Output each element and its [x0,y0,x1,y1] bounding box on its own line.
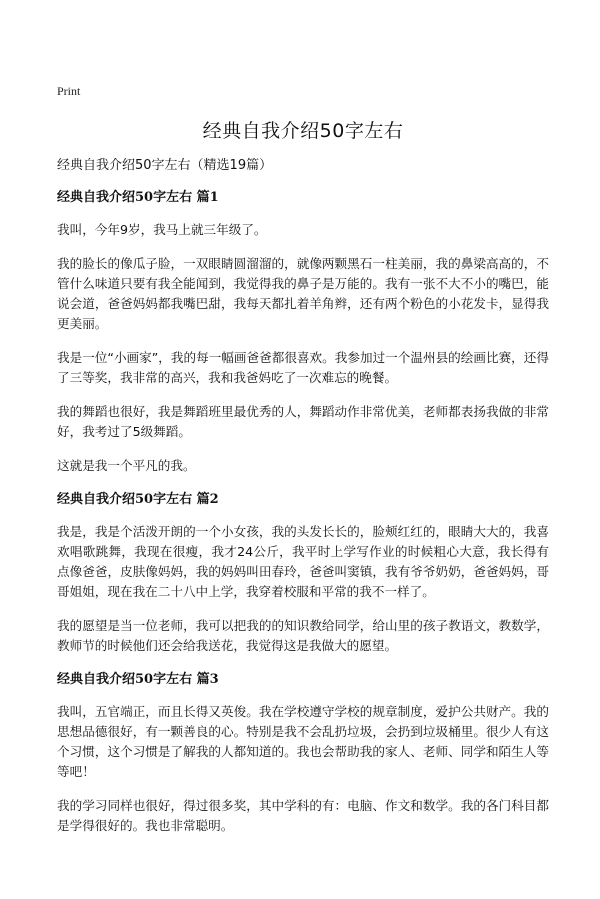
section-heading-2: 经典自我介绍50字左右 篇2 [57,492,219,507]
section-heading-3: 经典自我介绍50字左右 篇3 [57,672,219,687]
document-title: 经典自我介绍50字左右 [202,120,404,142]
document-subtitle: 经典自我介绍50字左右（精选19篇） [57,158,273,173]
paragraph: 我的学习同样也很好，得过很多奖，其中学科的有：电脑、作文和数学。我的各门科目都是学得很好的。我也非常聪明。 [57,798,549,833]
paragraph: 我的舞蹈也很好，我是舞蹈班里最优秀的人，舞蹈动作非常优美，老师都表扬我做的非常好，我考过了5级舞蹈。 [57,404,549,439]
section-heading-1: 经典自我介绍50字左右 篇1 [57,190,219,205]
paragraph: 我叫，今年9岁，我马上就三年级了。 [57,222,267,237]
paragraph: 我叫，五官端正，而且长得又英俊。我在学校遵守学校的规章制度，爱护公共财产。我的思想品德很好，有一颗善良的心。特别是我不会乱扔垃圾，会扔到垃圾桶里。很少人有这个习惯，这个习惯是了解我的人都知道的。我也会帮助我的家人、老师、同学和陌生人等等吧！ [57,704,549,779]
document-page [57,84,549,850]
paragraph: 这就是我一个平凡的我。 [57,458,196,473]
paragraph: 我是一位“小画家”，我的每一幅画爸爸都很喜欢。我参加过一个温州县的绘画比赛，还得了三等奖，我非常的高兴，我和我爸妈吃了一次难忘的晚餐。 [57,350,549,385]
print-label: Print [57,84,81,98]
paragraph: 我的脸长的像瓜子脸，一双眼睛圆溜溜的，就像两颗黑石一柱美丽，我的鼻梁高高的，不管什么味道只要有我全能闻到，我觉得我的鼻子是万能的。我有一张不大不小的嘴巴，能说会道，爸爸妈妈都我嘴巴甜，我每天都扎着羊角辫，还有两个粉色的小花发卡，显得我更美丽。 [57,256,549,331]
paragraph: 我是，我是个活泼开朗的一个小女孩，我的头发长长的，脸颊红红的，眼睛大大的，我喜欢唱歌跳舞，我现在很瘦，我才24公斤，我平时上学写作业的时候粗心大意，我长得有点像爸爸，皮肤像妈妈，我的妈妈叫田春玲，爸爸叫窦镇，我有爷爷奶奶，爸爸妈妈，哥哥姐姐，现在我在二十八中上学，我穿着校服和平常的我不一样了。 [57,524,549,599]
paragraph: 我的愿望是当一位老师，我可以把我的的知识教给同学，给山里的孩子教语文，教数学，教师节的时候他们还会给我送花，我觉得这是我做大的愿望。 [57,618,549,653]
